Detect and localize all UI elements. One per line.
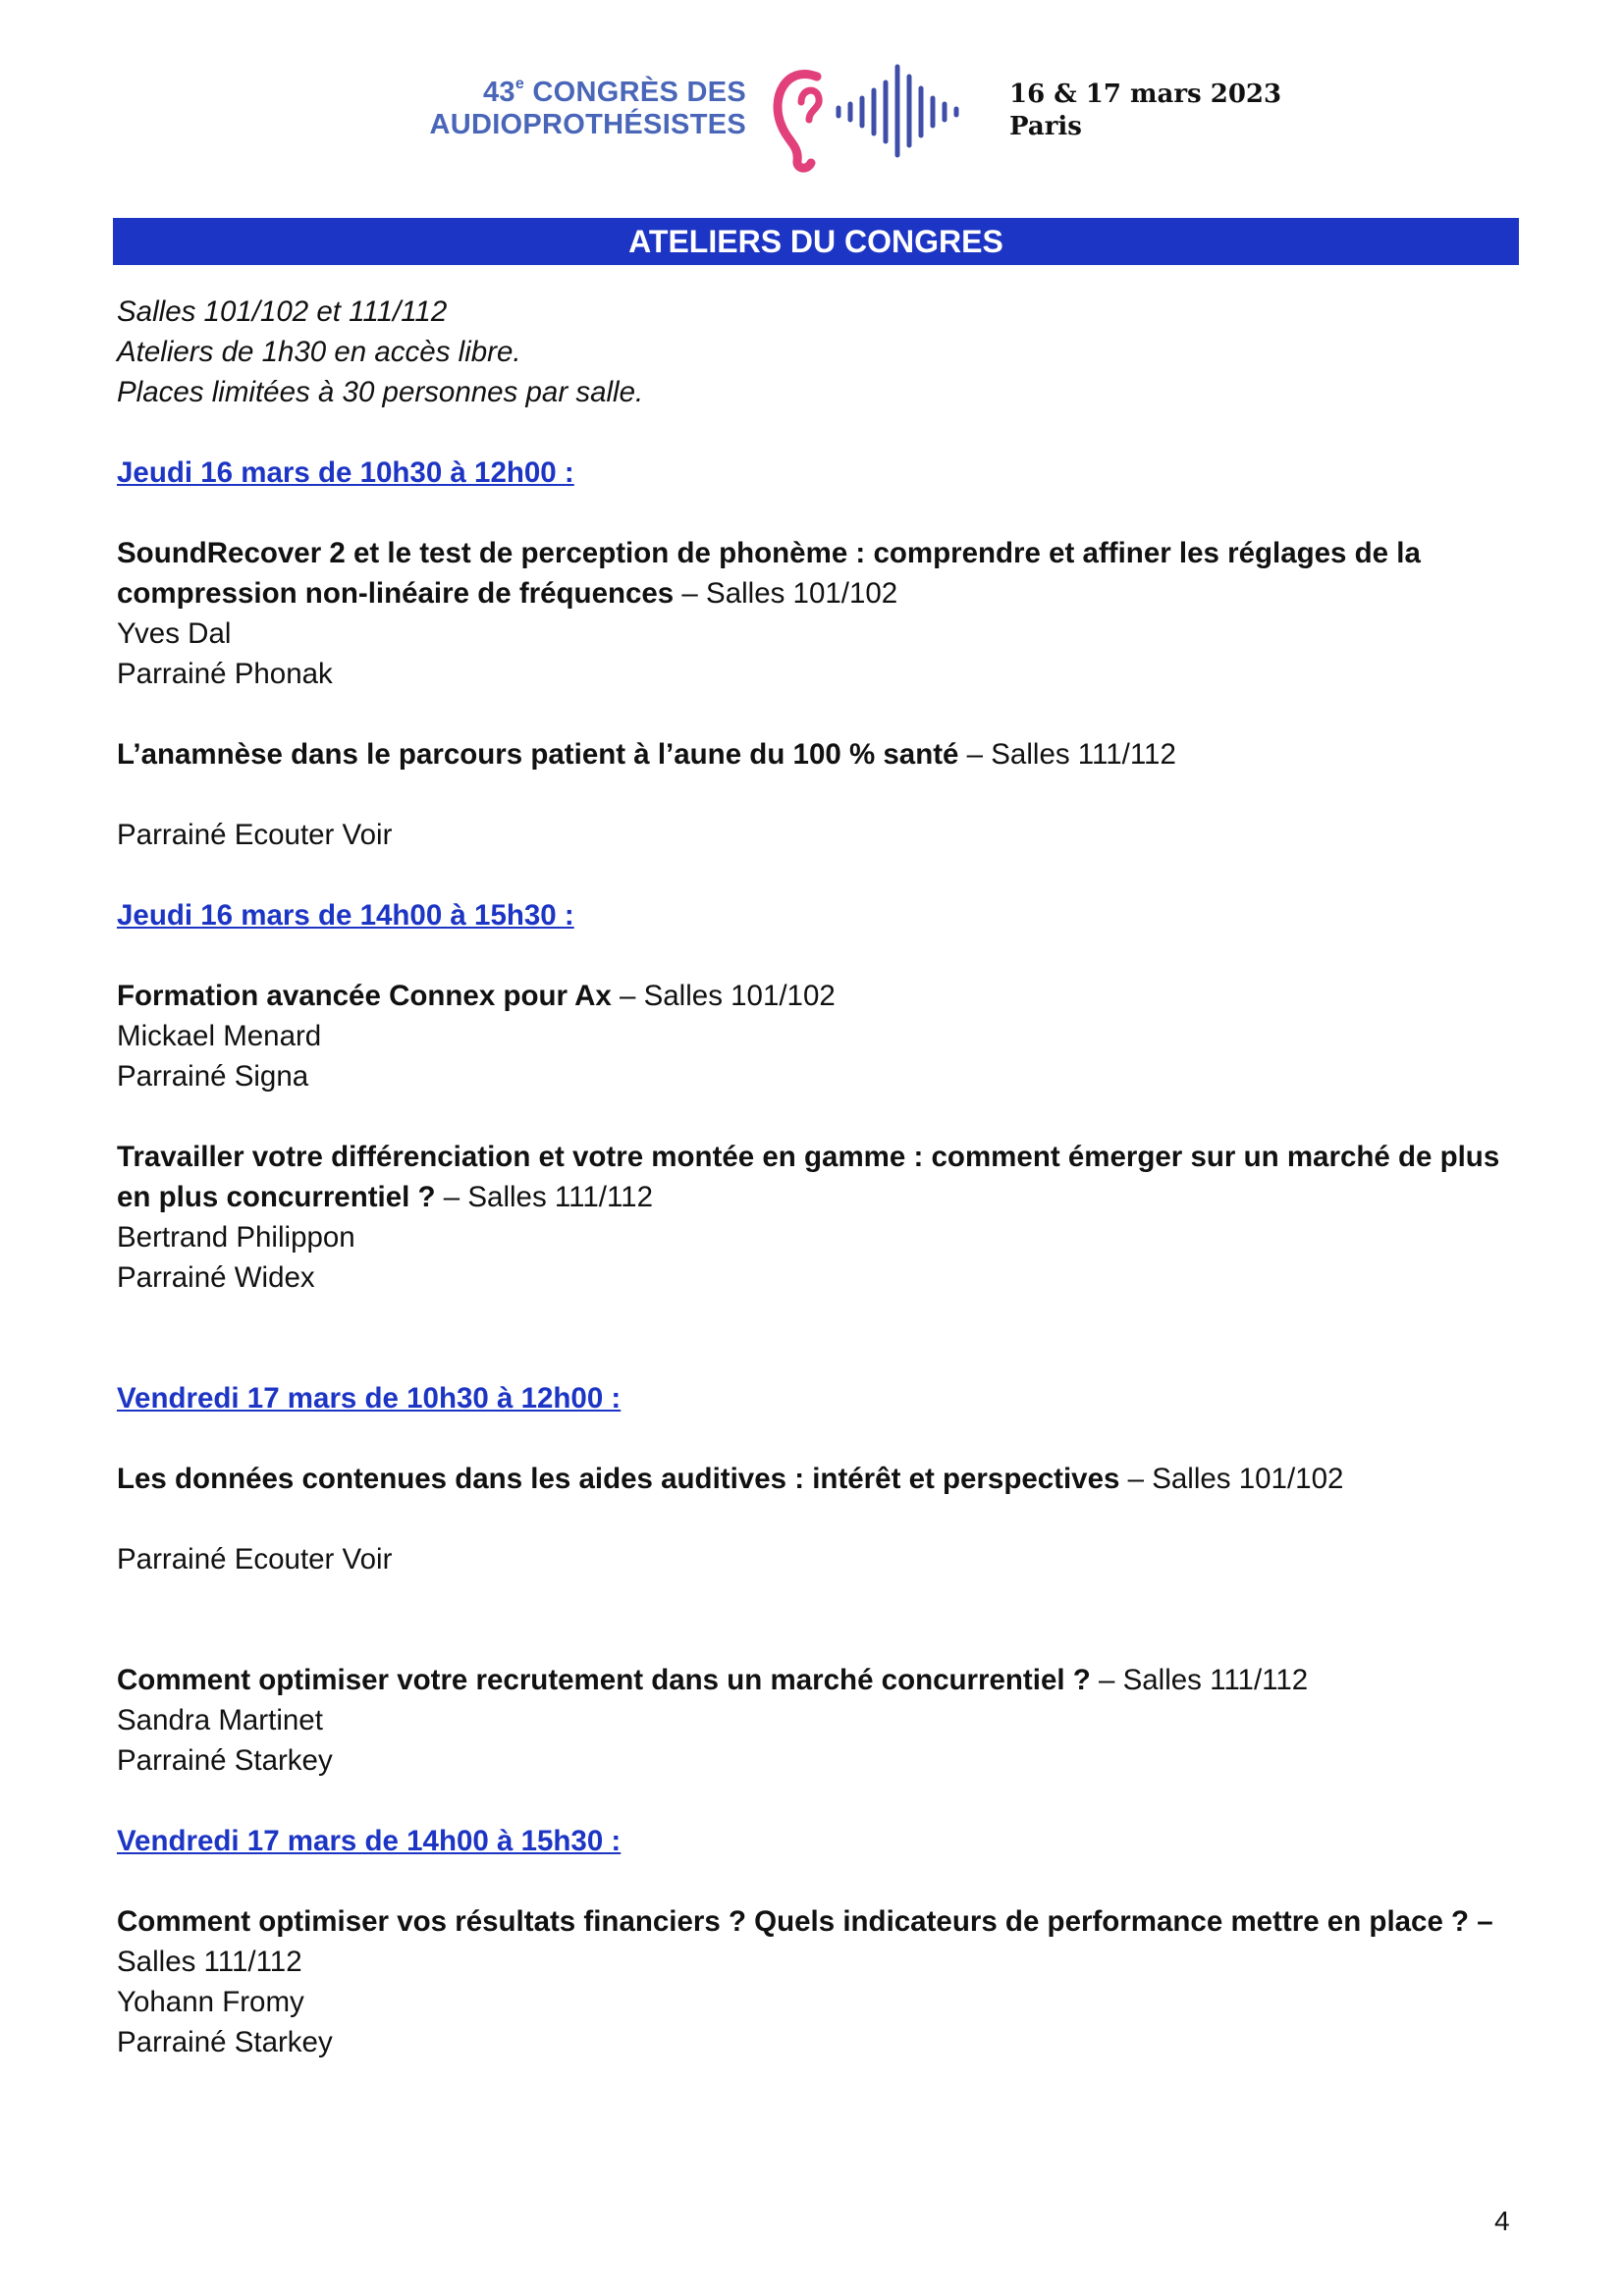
workshop-title: Comment optimiser votre recrutement dans un marché concurrentiel ?	[117, 1664, 1091, 1696]
workshop-title: Formation avancée Connex pour Ax	[117, 980, 612, 1012]
workshop-entry	[117, 1901, 1531, 2062]
workshop-room: – Salles 101/102	[674, 577, 898, 610]
workshop-sponsor: Parrainé Ecouter Voir	[117, 1543, 393, 1575]
congress-logo-text	[429, 77, 746, 141]
intro-duration: Ateliers de 1h30 en accès libre.	[117, 336, 521, 368]
workshop-speaker: Sandra Martinet	[117, 1704, 323, 1736]
section-banner: ATELIERS DU CONGRES	[113, 218, 1519, 265]
page-number: 4	[1494, 2206, 1510, 2236]
workshop-speaker: Bertrand Philippon	[117, 1221, 355, 1254]
workshop-speaker: Yves Dal	[117, 617, 232, 650]
workshop-room: – Salles 111/112	[1090, 1664, 1309, 1696]
workshop-entry	[117, 533, 1531, 694]
workshop-title: Travailler votre différenciation et votre montée en gamme : comment émerger sur un marché de plus	[117, 1141, 1500, 1173]
intro-rooms: Salles 101/102 et 111/112	[117, 295, 448, 328]
workshop-room: – Salles 101/102	[1119, 1463, 1344, 1495]
workshop-title-cont: en plus concurrentiel ?	[117, 1181, 436, 1213]
workshop-room: – Salles 111/112	[435, 1181, 653, 1213]
intro-capacity: Places limitées à 30 personnes par salle.	[117, 376, 644, 408]
workshop-sponsor: Parrainé Ecouter Voir	[117, 819, 393, 851]
workshop-title: Comment optimiser vos résultats financiers ? Quels indicateurs de performance mettre en place ? –	[117, 1905, 1493, 1938]
workshop-room: – Salles 101/102	[611, 980, 836, 1012]
workshop-entry	[117, 1660, 1531, 1781]
session-slot-heading: Vendredi 17 mars de 14h00 à 15h30 :	[117, 1825, 622, 1857]
logo-line-2: AUDIOPROTHÉSISTES	[429, 109, 746, 140]
workshop-sponsor: Parrainé Starkey	[117, 2026, 333, 2058]
congress-city: Paris	[1009, 112, 1082, 141]
workshop-sponsor: Parrainé Signa	[117, 1060, 309, 1093]
congress-dates-block	[1009, 79, 1281, 143]
workshop-entry	[117, 1137, 1531, 1298]
workshop-speaker: Yohann Fromy	[117, 1986, 304, 2018]
workshop-speaker: Mickael Menard	[117, 1020, 322, 1052]
workshop-room: – Salles 111/112	[958, 738, 1176, 771]
workshop-entry	[117, 976, 1531, 1096]
workshop-sponsor: Parrainé Widex	[117, 1261, 315, 1294]
workshop-entry	[117, 1459, 1531, 1579]
workshop-sponsor: Parrainé Phonak	[117, 658, 333, 690]
workshop-entry	[117, 734, 1531, 855]
congress-dates: 16 & 17 mars 2023	[1009, 80, 1282, 109]
workshop-title: SoundRecover 2 et le test de perception de phonème : comprendre et affiner les réglages de la	[117, 537, 1421, 569]
workshop-schedule	[117, 292, 1531, 2062]
workshop-title: L’anamnèse dans le parcours patient à l’aune du 100 % santé	[117, 738, 959, 771]
session-slot-heading: Jeudi 16 mars de 14h00 à 15h30 :	[117, 899, 574, 932]
workshop-room: Salles 111/112	[117, 1946, 302, 1978]
workshop-sponsor: Parrainé Starkey	[117, 1744, 333, 1777]
workshop-title: Les données contenues dans les aides auditives : intérêt et perspectives	[117, 1463, 1120, 1495]
ear-soundwave-logo-icon	[756, 47, 992, 175]
logo-line-1: 43e CONGRÈS DES	[482, 76, 746, 108]
session-slot-heading: Vendredi 17 mars de 10h30 à 12h00 :	[117, 1382, 622, 1415]
session-slot-heading: Jeudi 16 mars de 10h30 à 12h00 :	[117, 456, 574, 489]
workshop-title-cont: compression non-linéaire de fréquences	[117, 577, 675, 610]
page-header	[0, 0, 1623, 196]
